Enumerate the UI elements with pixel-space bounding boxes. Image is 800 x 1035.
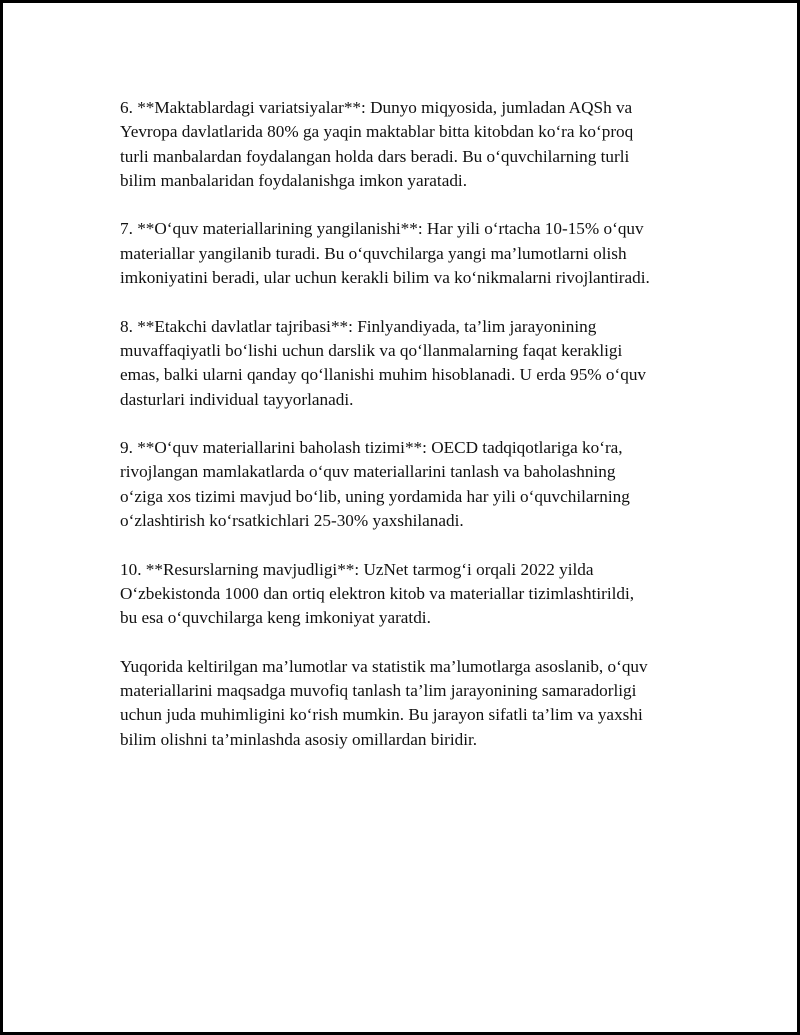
text-line: 6. **Maktablardagi variatsiyalar**: Dunyo miqyosida, jumladan AQSh va [120,98,633,117]
paragraph-school-variations [120,96,705,193]
text-line: emas, balki ularni qanday qo‘llanishi muhim hisoblanadi. U erda 95% o‘quv [120,365,647,385]
text-line: materiallar yangilanib turadi. Bu o‘quvchilarga yangi ma’lumotlarni olish [120,243,627,263]
paragraph-assessment-system [120,436,705,533]
text-line: 8. **Etakchi davlatlar tajribasi**: Finlyandiyada, ta’lim jarayonining [120,316,597,336]
text-line: turli manbalardan foydalangan holda dars beradi. Bu o‘quvchilarning turli [120,146,630,166]
text-line: 10. **Resurslarning mavjudligi**: UzNet tarmog‘i orqali 2022 yilda [120,559,594,579]
text-line: o‘ziga xos tizimi mavjud bo‘lib, uning yordamida har yili o‘quvchilarning [120,486,630,506]
text-line: 9. **O‘quv materiallarini baholash tizimi**: OECD tadqiqotlariga ko‘ra, [120,438,623,458]
text-line: o‘zlashtirish ko‘rsatkichlari 25-30% yaxshilanadi. [120,511,464,531]
text-line: imkoniyatini beradi, ular uchun kerakli bilim va ko‘nikmalarni rivojlantiradi. [120,268,650,288]
paragraph-conclusion [120,655,705,752]
text-line: bu esa o‘quvchilarga keng imkoniyat yaratdi. [120,608,431,628]
paragraph-resources [120,558,705,631]
text-line: 7. **O‘quv materiallarining yangilanishi**: Har yili o‘rtacha 10-15% o‘quv [120,219,644,239]
paragraph-leading-countries [120,315,705,412]
text-line: rivojlangan mamlakatlarda o‘quv materiallarini tanlash va baholashning [120,462,616,482]
text-line: O‘zbekistonda 1000 dan ortiq elektron kitob va materiallar tizimlashtirildi, [120,583,635,603]
text-line: muvaffaqiyatli bo‘lishi uchun darslik va qo‘llanmalarning faqat kerakligi [120,340,623,360]
text-line: bilim olishni ta’minlashda asosiy omillardan biridir. [120,729,478,749]
text-line: materiallarini maqsadga muvofiq tanlash ta’lim jarayonining samaradorligi [120,681,637,701]
text-line: bilim manbalaridan foydalanishga imkon yaratadi. [120,170,467,190]
text-line: Yuqorida keltirilgan ma’lumotlar va statistik ma’lumotlarga asoslanib, o‘quv [120,656,648,676]
text-line: dasturlari individual tayyorlanadi. [120,389,354,409]
text-line: Yevropa davlatlarida 80% ga yaqin maktablar bitta kitobdan ko‘ra ko‘proq [120,122,634,142]
text-line: uchun juda muhimligini ko‘rish mumkin. Bu jarayon sifatli ta’lim va yaxshi [120,705,643,725]
document-body [120,96,705,776]
paragraph-materials-update [120,217,705,290]
